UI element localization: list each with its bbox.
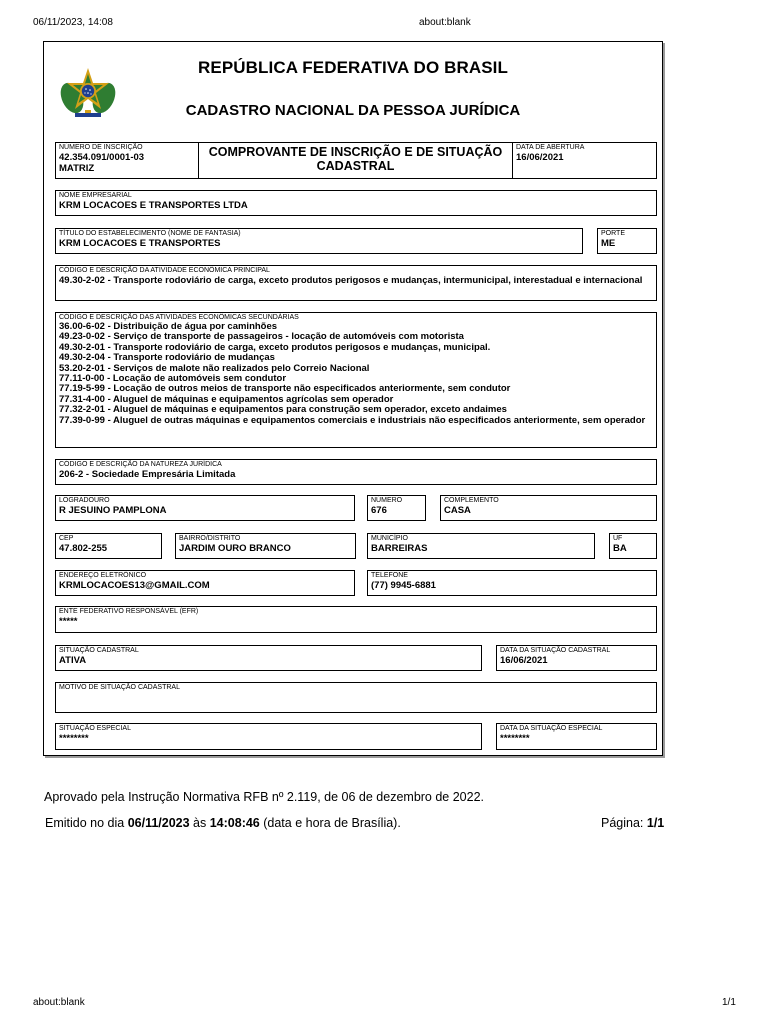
situacao-box bbox=[55, 645, 482, 671]
emitido-mid: às bbox=[189, 816, 210, 830]
emitido-note bbox=[45, 816, 401, 830]
pagina-label: Página: bbox=[601, 816, 647, 830]
complemento-box bbox=[440, 495, 657, 521]
print-page-title: about:blank bbox=[419, 17, 471, 28]
data-situacao-especial-box bbox=[496, 723, 657, 750]
atividade-secundaria-item: 36.00-6-02 - Distribuição de água por caminhões bbox=[59, 321, 278, 332]
bairro-value: JARDIM OURO BRANCO bbox=[179, 543, 291, 554]
atividades-secundarias-label: CÓDIGO E DESCRIÇÃO DAS ATIVIDADES ECONÔMICAS SECUNDÁRIAS bbox=[59, 314, 299, 321]
efr-value: ***** bbox=[59, 616, 78, 627]
pagina-note bbox=[601, 816, 664, 830]
inscricao-box bbox=[55, 142, 199, 179]
atividade-secundaria-item: 49.30-2-01 - Transporte rodoviário de carga, exceto produtos perigosos e mudanças, municipal. bbox=[59, 341, 491, 353]
print-datetime: 06/11/2023, 14:08 bbox=[33, 17, 113, 28]
data-situacao-especial-value: ******** bbox=[500, 733, 530, 744]
porte-label: PORTE bbox=[601, 230, 625, 237]
natureza-juridica-box bbox=[55, 459, 657, 485]
emitido-date: 06/11/2023 bbox=[127, 816, 190, 830]
fantasia-label: TÍTULO DO ESTABELECIMENTO (NOME DE FANTASIA) bbox=[59, 230, 241, 237]
uf-box bbox=[609, 533, 657, 559]
atividade-principal-value: 49.30-2-02 - Transporte rodoviário de carga, exceto produtos perigosos e mudanças, intermunicipal, interestadual e internacional bbox=[59, 275, 643, 286]
pagina-value: 1/1 bbox=[646, 816, 665, 830]
porte-value: ME bbox=[601, 238, 616, 249]
atividade-secundaria-item: 77.11-0-00 - Locação de automóveis sem condutor bbox=[59, 373, 287, 385]
logradouro-label: LOGRADOURO bbox=[59, 497, 110, 504]
municipio-label: MUNICÍPIO bbox=[371, 535, 408, 542]
bairro-box bbox=[175, 533, 356, 559]
natureza-juridica-label: CÓDIGO E DESCRIÇÃO DA NATUREZA JURÍDICA bbox=[59, 461, 222, 468]
atividades-secundarias-box bbox=[55, 312, 657, 448]
municipio-box bbox=[367, 533, 595, 559]
abertura-value: 16/06/2021 bbox=[516, 152, 564, 163]
bairro-label: BAIRRO/DISTRITO bbox=[179, 535, 241, 542]
porte-box bbox=[597, 228, 657, 254]
motivo-box bbox=[55, 682, 657, 713]
telefone-value: (77) 9945-6881 bbox=[371, 580, 436, 591]
inscricao-label: NÚMERO DE INSCRIÇÃO bbox=[59, 144, 143, 151]
numero-label: NÚMERO bbox=[371, 497, 403, 504]
telefone-label: TELEFONE bbox=[371, 572, 408, 579]
emitido-prefix: Emitido no dia bbox=[45, 816, 128, 830]
cnpj-value: 42.354.091/0001-03 bbox=[59, 152, 145, 163]
email-value: KRMLOCACOES13@GMAIL.COM bbox=[59, 580, 210, 591]
data-situacao-value: 16/06/2021 bbox=[500, 655, 548, 666]
data-situacao-label: DATA DA SITUAÇÃO CADASTRAL bbox=[500, 647, 611, 654]
email-label: ENDEREÇO ELETRÔNICO bbox=[59, 572, 147, 579]
print-footer-url: about:blank bbox=[33, 997, 85, 1008]
situacao-especial-value: ******** bbox=[59, 733, 89, 744]
abertura-box bbox=[512, 142, 657, 179]
efr-label: ENTE FEDERATIVO RESPONSÁVEL (EFR) bbox=[59, 608, 199, 615]
nome-empresarial-value: KRM LOCACOES E TRANSPORTES LTDA bbox=[59, 200, 248, 211]
atividade-secundaria-item: 77.39-0-99 - Aluguel de outras máquinas e equipamentos comerciais e industriais não especificados anteriormente, sem operador bbox=[59, 414, 646, 426]
nome-empresarial-label: NOME EMPRESARIAL bbox=[59, 192, 132, 199]
cep-value: 47.802-255 bbox=[59, 543, 108, 554]
print-footer-pages: 1/1 bbox=[722, 997, 736, 1008]
logradouro-box bbox=[55, 495, 355, 521]
cep-label: CEP bbox=[59, 535, 74, 542]
tipo-value: MATRIZ bbox=[59, 163, 95, 174]
emitido-time: 14:08:46 bbox=[209, 816, 260, 830]
logradouro-value: R JESUINO PAMPLONA bbox=[59, 505, 167, 516]
aprovado-note: Aprovado pela Instrução Normativa RFB nº 2.119, de 06 de dezembro de 2022. bbox=[44, 790, 485, 804]
uf-label: UF bbox=[613, 535, 623, 542]
situacao-value: ATIVA bbox=[59, 655, 87, 666]
numero-value: 676 bbox=[371, 505, 387, 516]
nome-empresarial-box bbox=[55, 190, 657, 216]
atividade-secundaria-item: 77.32-2-01 - Aluguel de máquinas e equipamentos para construção sem operador, exceto andaimes bbox=[59, 404, 507, 416]
atividade-principal-label: CÓDIGO E DESCRIÇÃO DA ATIVIDADE ECONÔMICA PRINCIPAL bbox=[59, 267, 270, 274]
situacao-especial-label: SITUAÇÃO ESPECIAL bbox=[59, 725, 131, 732]
comprovante-title: COMPROVANTE DE INSCRIÇÃO E DE SITUAÇÃO CADASTRAL bbox=[198, 142, 513, 179]
abertura-label: DATA DE ABERTURA bbox=[516, 144, 585, 151]
registry-title: CADASTRO NACIONAL DA PESSOA JURÍDICA bbox=[185, 102, 521, 119]
data-situacao-box bbox=[496, 645, 657, 671]
complemento-label: COMPLEMENTO bbox=[444, 497, 499, 504]
emitido-suffix: (data e hora de Brasília). bbox=[259, 816, 401, 830]
efr-box bbox=[55, 606, 657, 633]
fantasia-box bbox=[55, 228, 583, 254]
cep-box bbox=[55, 533, 162, 559]
atividade-secundaria-item: 77.19-5-99 - Locação de outros meios de transporte não especificados anteriormente, sem condutor bbox=[59, 383, 511, 395]
motivo-label: MOTIVO DE SITUAÇÃO CADASTRAL bbox=[59, 684, 180, 691]
atividade-secundaria-item: 49.30-2-04 - Transporte rodoviário de mudanças bbox=[59, 352, 275, 364]
situacao-label: SITUAÇÃO CADASTRAL bbox=[59, 647, 139, 654]
atividade-secundaria-item: 77.31-4-00 - Aluguel de máquinas e equipamentos agrícolas sem operador bbox=[59, 393, 394, 405]
telefone-box bbox=[367, 570, 657, 596]
atividade-secundaria-item: 49.23-0-02 - Serviço de transporte de passageiros - locação de automóveis com motorista bbox=[59, 331, 464, 343]
situacao-especial-box bbox=[55, 723, 482, 750]
complemento-value: CASA bbox=[444, 505, 471, 516]
atividade-secundaria-item: 53.20-2-01 - Serviços de malote não realizados pelo Correio Nacional bbox=[59, 362, 370, 374]
country-title: REPÚBLICA FEDERATIVA DO BRASIL bbox=[198, 58, 508, 77]
municipio-value: BARREIRAS bbox=[371, 543, 428, 554]
natureza-juridica-value: 206-2 - Sociedade Empresária Limitada bbox=[59, 469, 236, 480]
numero-box bbox=[367, 495, 426, 521]
fantasia-value: KRM LOCACOES E TRANSPORTES bbox=[59, 238, 221, 249]
uf-value: BA bbox=[613, 543, 627, 554]
email-box bbox=[55, 570, 355, 596]
data-situacao-especial-label: DATA DA SITUAÇÃO ESPECIAL bbox=[500, 725, 603, 732]
atividade-principal-box bbox=[55, 265, 657, 301]
